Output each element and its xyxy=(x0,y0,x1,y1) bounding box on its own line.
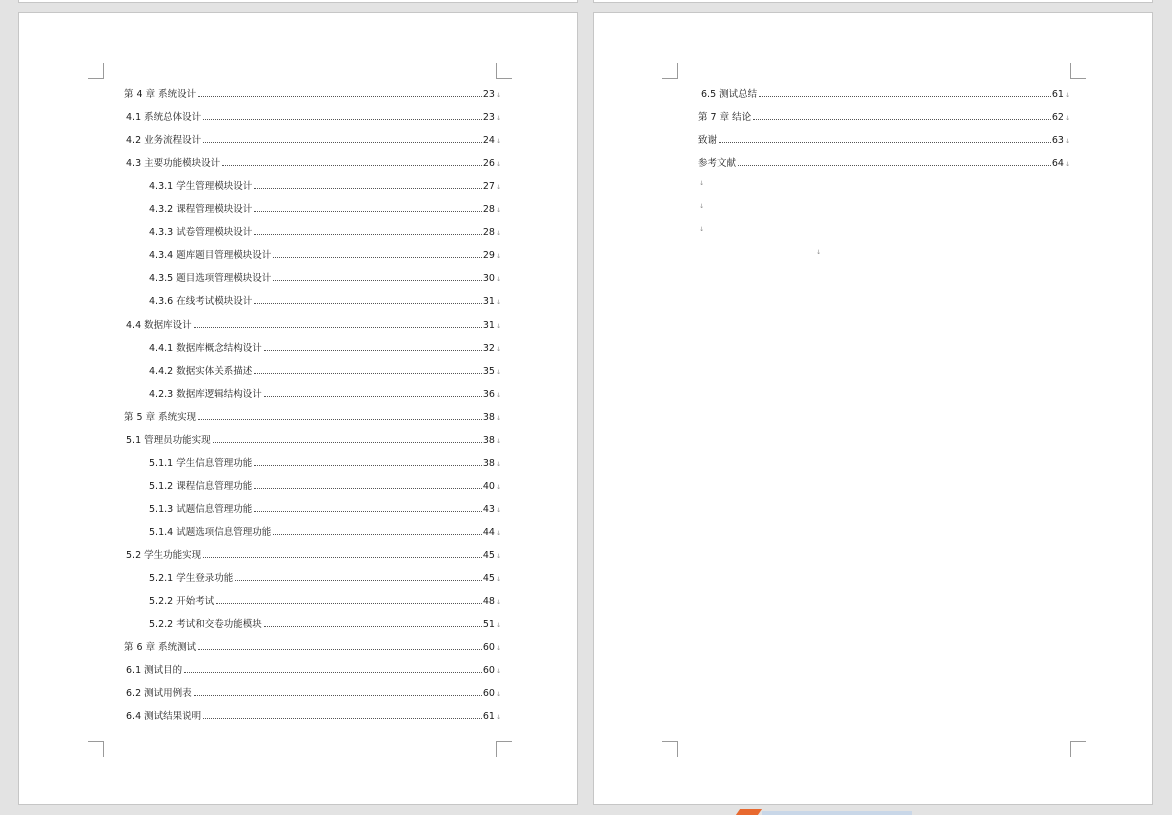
crop-mark-top-right xyxy=(496,63,512,79)
toc-dot-leader xyxy=(254,511,482,512)
toc-page-number: 38 xyxy=(482,411,495,423)
toc-entry-title: 4.1 系统总体设计 xyxy=(126,112,202,124)
toc-page-number: 32 xyxy=(482,342,495,354)
toc-dot-leader xyxy=(264,626,482,627)
paragraph-mark: ↓ xyxy=(495,691,501,699)
toc-entry-title: 4.4.2 数据实体关系描述 xyxy=(149,365,253,377)
toc-page-number: 31 xyxy=(482,296,495,308)
paragraph-mark: ↓ xyxy=(495,138,501,146)
toc-entry[interactable] xyxy=(126,132,501,146)
paragraph-mark: ↓ xyxy=(495,322,501,330)
paragraph-mark: ↓ xyxy=(495,276,501,284)
toc-entry[interactable] xyxy=(149,363,501,377)
paragraph-mark: ↓ xyxy=(1064,138,1070,146)
document-page-left[interactable] xyxy=(18,12,578,805)
toc-entry-title: 4.3.6 在线考试模块设计 xyxy=(149,296,253,308)
toc-dot-leader xyxy=(254,211,482,212)
toc-entry-title: 5.1.2 课程信息管理功能 xyxy=(149,480,253,492)
paragraph-mark: ↓ xyxy=(495,368,501,376)
toc-entry-title: 4.3.5 题目选项管理模块设计 xyxy=(149,273,272,285)
toc-entry[interactable] xyxy=(149,201,501,215)
toc-page-number: 38 xyxy=(482,434,495,446)
toc-entry[interactable] xyxy=(126,547,501,561)
toc-entry-title: 4.4 数据库设计 xyxy=(126,319,192,331)
toc-dot-leader xyxy=(235,580,482,581)
paragraph-mark: ↓ xyxy=(495,714,501,722)
toc-entry-title: 第 4 章 系统设计 xyxy=(124,89,197,100)
toc-entry[interactable] xyxy=(698,109,1070,123)
toc-entry-title: 4.3.2 课程管理模块设计 xyxy=(149,204,253,216)
toc-dot-leader xyxy=(719,142,1051,143)
toc-page-number: 43 xyxy=(482,503,495,515)
toc-page-number: 44 xyxy=(482,526,495,538)
toc-dot-leader xyxy=(203,718,482,719)
toc-page-number: 45 xyxy=(482,550,495,561)
toc-dot-leader xyxy=(254,234,482,235)
toc-entry-title: 5.1.3 试题信息管理功能 xyxy=(149,503,253,515)
paragraph-mark: ↓ xyxy=(495,506,501,514)
previous-page-bottom-right xyxy=(593,0,1153,3)
toc-entry[interactable] xyxy=(124,409,501,423)
toc-entry-title: 4.3.4 题库题目管理模块设计 xyxy=(149,250,272,262)
toc-dot-leader xyxy=(222,165,482,166)
toc-dot-leader xyxy=(203,557,482,558)
toc-dot-leader xyxy=(759,96,1051,97)
paragraph-mark: ↓ xyxy=(495,345,501,353)
toc-entry-title: 第 6 章 系统测试 xyxy=(124,642,197,654)
toc-entry-title: 6.1 测试目的 xyxy=(126,665,183,677)
toc-entry[interactable] xyxy=(126,109,501,123)
toc-entry-title: 4.3 主要功能模块设计 xyxy=(126,158,221,170)
toc-dot-leader xyxy=(254,488,482,489)
paragraph-mark: ↓ xyxy=(495,576,501,584)
paragraph-mark: ↓ xyxy=(495,207,501,215)
toc-entry-title: 5.1.1 学生信息管理功能 xyxy=(149,457,253,469)
toc-page-number: 48 xyxy=(482,596,495,608)
taskbar-strip xyxy=(762,811,912,815)
toc-entry-title: 5.1.4 试题选项信息管理功能 xyxy=(149,526,272,538)
toc-entry-title: 4.2.3 数据库逻辑结构设计 xyxy=(149,388,262,400)
toc-page-number: 51 xyxy=(482,619,495,631)
toc-dot-leader xyxy=(273,534,482,535)
toc-entry[interactable] xyxy=(149,386,501,400)
toc-page-number: 36 xyxy=(482,388,495,400)
toc-page-number: 60 xyxy=(482,642,495,654)
toc-entry-title: 5.2.2 开始考试 xyxy=(149,596,215,608)
toc-entry-title: 5.1 管理员功能实现 xyxy=(126,434,211,446)
paragraph-mark: ↓ xyxy=(495,299,501,307)
taskbar-accent xyxy=(736,809,762,815)
toc-page-number: 28 xyxy=(482,227,495,239)
paragraph-mark: ↓ xyxy=(495,414,501,422)
toc-page-number: 62 xyxy=(1051,112,1064,124)
paragraph-mark: ↓ xyxy=(495,599,501,607)
crop-mark-top-left xyxy=(662,63,678,79)
crop-mark-bottom-right xyxy=(1070,741,1086,757)
toc-dot-leader xyxy=(213,442,482,443)
toc-page-number: 64 xyxy=(1051,158,1064,170)
toc-entry[interactable] xyxy=(149,593,501,607)
toc-page-number: 60 xyxy=(482,665,495,677)
toc-entry[interactable] xyxy=(149,270,501,284)
paragraph-mark: ↓ xyxy=(1064,161,1070,169)
toc-entry[interactable] xyxy=(126,685,501,699)
toc-page-number: 24 xyxy=(482,135,495,147)
toc-page-number: 28 xyxy=(482,204,495,216)
toc-dot-leader xyxy=(273,280,482,281)
toc-dot-leader xyxy=(738,165,1051,166)
toc-entry-title: 第 5 章 系统实现 xyxy=(124,411,197,423)
toc-entry[interactable] xyxy=(701,86,1070,100)
toc-page-number: 61 xyxy=(1051,89,1064,100)
toc-dot-leader xyxy=(753,119,1051,120)
toc-page-number: 23 xyxy=(482,112,495,124)
toc-page-number: 63 xyxy=(1051,135,1064,147)
paragraph-mark: ↓ xyxy=(495,483,501,491)
toc-entry[interactable] xyxy=(149,293,501,307)
paragraph-mark: ↓ xyxy=(816,249,822,256)
toc-dot-leader xyxy=(203,142,482,143)
toc-entry-title: 4.4.1 数据库概念结构设计 xyxy=(149,342,262,354)
paragraph-mark: ↓ xyxy=(699,180,705,187)
crop-mark-top-left xyxy=(88,63,104,79)
toc-page-number: 31 xyxy=(482,319,495,331)
paragraph-mark: ↓ xyxy=(495,230,501,238)
toc-page-number: 23 xyxy=(482,89,495,100)
paragraph-mark: ↓ xyxy=(1064,92,1070,99)
toc-dot-leader xyxy=(203,119,482,120)
toc-entry[interactable] xyxy=(126,155,501,169)
crop-mark-bottom-left xyxy=(88,741,104,757)
toc-entry[interactable] xyxy=(149,224,501,238)
crop-mark-bottom-right xyxy=(496,741,512,757)
toc-entry[interactable] xyxy=(149,570,501,584)
toc-page-number: 38 xyxy=(482,457,495,469)
toc-entry-title: 5.2.2 考试和交卷功能模块 xyxy=(149,619,262,631)
toc-dot-leader xyxy=(254,373,482,374)
toc-entry[interactable] xyxy=(149,247,501,261)
toc-entry-title: 5.2.1 学生登录功能 xyxy=(149,573,234,585)
toc-entry[interactable] xyxy=(698,132,1070,146)
paragraph-mark: ↓ xyxy=(495,92,501,99)
toc-entry[interactable] xyxy=(149,178,501,192)
paragraph-mark: ↓ xyxy=(495,622,501,630)
toc-entry-title: 6.4 测试结果说明 xyxy=(126,711,202,723)
toc-entry[interactable] xyxy=(149,616,501,630)
toc-dot-leader xyxy=(194,695,482,696)
toc-dot-leader xyxy=(264,396,482,397)
paragraph-mark: ↓ xyxy=(495,161,501,169)
toc-entry[interactable] xyxy=(126,432,501,446)
paragraph-mark: ↓ xyxy=(495,253,501,261)
paragraph-mark: ↓ xyxy=(495,553,501,560)
toc-entry[interactable] xyxy=(126,317,501,331)
crop-mark-bottom-left xyxy=(662,741,678,757)
document-page-right[interactable] xyxy=(593,12,1153,805)
crop-mark-top-right xyxy=(1070,63,1086,79)
toc-page-number: 29 xyxy=(482,250,495,262)
paragraph-mark: ↓ xyxy=(495,529,501,537)
toc-dot-leader xyxy=(198,419,482,420)
toc-page-number: 61 xyxy=(482,711,495,723)
toc-entry-title: 第 7 章 结论 xyxy=(698,112,752,124)
toc-entry[interactable] xyxy=(149,478,501,492)
toc-dot-leader xyxy=(264,350,482,351)
toc-page-number: 30 xyxy=(482,273,495,285)
toc-dot-leader xyxy=(198,649,482,650)
toc-page-number: 27 xyxy=(482,181,495,193)
paragraph-mark: ↓ xyxy=(495,437,501,445)
toc-entry[interactable] xyxy=(149,501,501,515)
paragraph-mark: ↓ xyxy=(1064,115,1070,123)
toc-entry-title: 5.2 学生功能实现 xyxy=(126,550,202,561)
previous-page-bottom-left xyxy=(18,0,578,3)
toc-entry[interactable] xyxy=(126,662,501,676)
toc-entry[interactable] xyxy=(149,455,501,469)
toc-entry-title: 参考文献 xyxy=(698,158,737,170)
paragraph-mark: ↓ xyxy=(699,203,705,210)
toc-entry-title: 4.3.3 试卷管理模块设计 xyxy=(149,227,253,239)
toc-entry-title: 4.3.1 学生管理模块设计 xyxy=(149,181,253,193)
toc-dot-leader xyxy=(254,465,482,466)
toc-dot-leader xyxy=(254,303,482,304)
paragraph-mark: ↓ xyxy=(495,460,501,468)
toc-dot-leader xyxy=(194,327,482,328)
paragraph-mark: ↓ xyxy=(495,391,501,399)
paragraph-mark: ↓ xyxy=(495,645,501,653)
toc-entry[interactable] xyxy=(124,86,501,100)
toc-dot-leader xyxy=(198,96,482,97)
paragraph-mark: ↓ xyxy=(699,226,705,233)
toc-entry-title: 6.2 测试用例表 xyxy=(126,688,192,700)
toc-entry[interactable] xyxy=(149,340,501,354)
toc-entry-title: 6.5 测试总结 xyxy=(701,89,758,100)
toc-entry[interactable] xyxy=(124,639,501,653)
toc-dot-leader xyxy=(254,188,482,189)
toc-entry-title: 4.2 业务流程设计 xyxy=(126,135,202,147)
toc-dot-leader xyxy=(184,672,482,673)
toc-page-number: 40 xyxy=(482,480,495,492)
toc-page-number: 45 xyxy=(482,573,495,585)
toc-entry[interactable] xyxy=(126,708,501,722)
toc-page-number: 26 xyxy=(482,158,495,170)
toc-entry[interactable] xyxy=(149,524,501,538)
toc-dot-leader xyxy=(273,257,482,258)
paragraph-mark: ↓ xyxy=(495,184,501,192)
paragraph-mark: ↓ xyxy=(495,115,501,123)
toc-page-number: 60 xyxy=(482,688,495,700)
toc-entry-title: 致谢 xyxy=(698,135,718,147)
paragraph-mark: ↓ xyxy=(495,668,501,676)
toc-page-number: 35 xyxy=(482,365,495,377)
toc-entry[interactable] xyxy=(698,155,1070,169)
toc-dot-leader xyxy=(216,603,482,604)
